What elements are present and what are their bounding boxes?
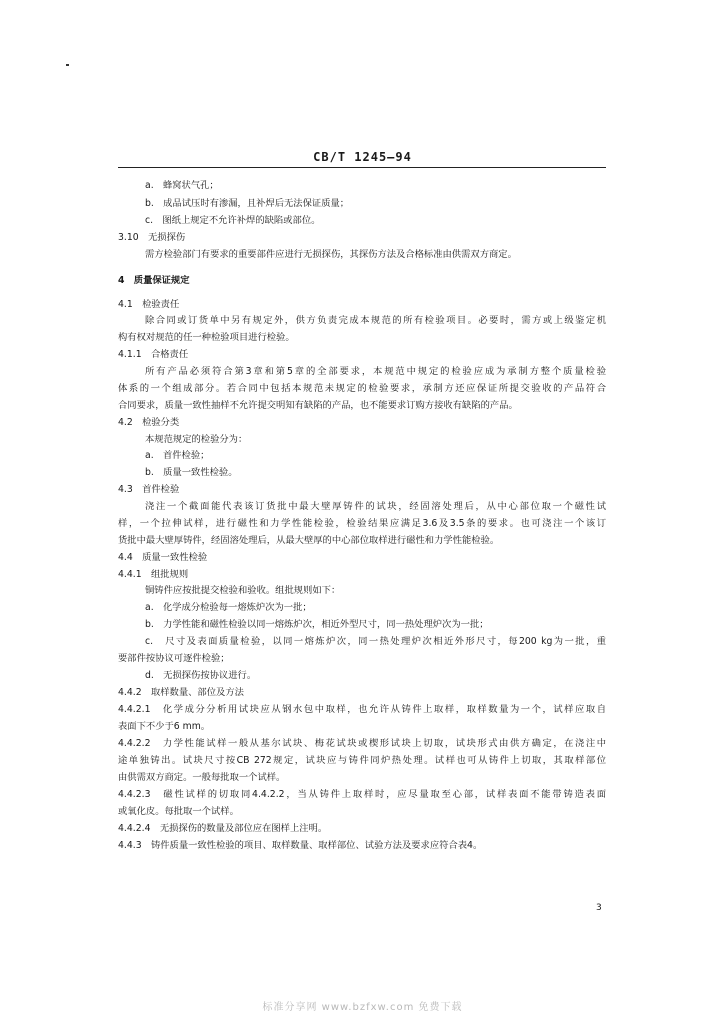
paragraph-line: 4.4.3 铸件质量一致性检验的项目、取样数量、取样部位、试验方法及要求应符合表4。 [118,840,483,851]
section-heading: 4.3 首件检验 [118,484,180,495]
section-heading: 4.4.2 取样数量、部位及方法 [118,687,244,698]
list-item-d: d. 无损探伤按协议进行。 [145,670,257,681]
paragraph-line: 合同要求，质量一致性抽样不允许提交明知有缺陷的产品，也不能要求订购方接收有缺陷的产品。 [118,400,518,411]
list-item-a: a. 蜂窝状气孔； [145,180,219,191]
list-item-b: b. 质量一致性检验。 [145,467,238,478]
paragraph-line: 货批中最大壁厚铸件，经固溶处理后，从最大壁厚的中心部位取样进行磁性和力学性能检验。 [118,535,500,546]
list-item-a: a. 化学成分检验每一熔炼炉次为一批； [145,602,312,613]
paragraph-line: 表面下不少于6 mm。 [118,721,211,732]
paragraph-line: 4.4.2.3 磁性试样的切取同4.4.2.2，当从铸件上取样时，应尽量取至心部，试样表面不能带铸造表面 [118,789,606,800]
section-heading: 4.1.1 合格责任 [118,349,189,360]
section-heading: 4.4.1 组批规则 [118,569,189,580]
watermark-footer: 标准分享网 www.bzfxw.com 免费下载 [262,1002,463,1013]
paragraph-line: 本规范规定的检验分为： [145,434,248,445]
scan-speck [66,64,69,66]
paragraph-line: 构有权对规范的任一种检验项目进行检验。 [118,332,295,343]
paragraph-line: 由供需双方商定。一般每批取一个试样。 [118,772,286,783]
paragraph-line: 体系的一个组成部分。若合同中包括本规范未规定的检验要求，承制方还应保证所提交验收的产品符合 [118,383,606,394]
paragraph-line: 样，一个拉伸试样，进行磁性和力学性能检验，检验结果应满足3.6及3.5条的要求。也可浇注一个该订 [118,518,606,529]
paragraph-line: 除合同或订货单中另有规定外，供方负责完成本规范的所有检验项目。必要时，需方或上级鉴定机 [145,315,606,326]
paragraph-line: 需方检验部门有要求的重要部件应进行无损探伤，其探伤方法及合格标准由供需双方商定。 [145,249,517,260]
paragraph-line: 途单独铸出。试块尺寸按CB 272规定，试块应与铸件同炉热处理。试样也可从铸件上切取，其取样部位 [118,755,606,766]
paragraph-line: 4.4.2.1 化学成分分析用试块应从钢水包中取样，也允许从铸件上取样，取样数量为一个，试样应取自 [118,704,606,715]
list-item-a: a. 首件检验； [145,450,210,461]
list-item-c: c. 图纸上规定不允许补焊的缺陷或部位。 [145,215,321,226]
paragraph-line: 要部件按协议可逐件检验； [118,653,230,664]
chapter-heading: 4 质量保证规定 [118,275,190,286]
section-heading: 3.10 无损探伤 [118,232,186,243]
paragraph-line: 铜铸件应按批提交检验和验收。组批规则如下： [145,585,341,596]
section-heading: 4.1 检验责任 [118,299,180,310]
page-number: 3 [596,903,602,913]
section-heading: 4.4 质量一致性检验 [118,552,208,563]
section-heading: 4.2 检验分类 [118,417,180,428]
header-rule [118,167,606,168]
paragraph-line: 4.4.2.4 无损探伤的数量及部位应在图样上注明。 [118,823,328,834]
list-item-c: c. 尺寸及表面质量检验，以同一熔炼炉次，同一热处理炉次相近外形尺寸，每200 kg为一批，重 [145,636,606,647]
list-item-b: b. 成品试压时有渗漏，且补焊后无法保证质量； [145,198,350,209]
paragraph-line: 或氧化皮。每批取一个试样。 [118,806,239,817]
standard-header: CB/T 1245—94 [313,150,412,164]
paragraph-line: 所有产品必须符合第3章和第5章的全部要求，本规范中规定的检验应成为承制方整个质量检验 [145,366,606,377]
list-item-b: b. 力学性能和磁性检验以同一熔炼炉次，相近外型尺寸，同一热处理炉次为一批； [145,619,489,630]
paragraph-line: 浇注一个截面能代表该订货批中最大壁厚铸件的试块，经固溶处理后，从中心部位取一个磁性试 [145,501,606,512]
paragraph-line: 4.4.2.2 力学性能试样一般从基尔试块、梅花试块或楔形试块上切取，试块形式由供方确定，在浇注中 [118,738,606,749]
